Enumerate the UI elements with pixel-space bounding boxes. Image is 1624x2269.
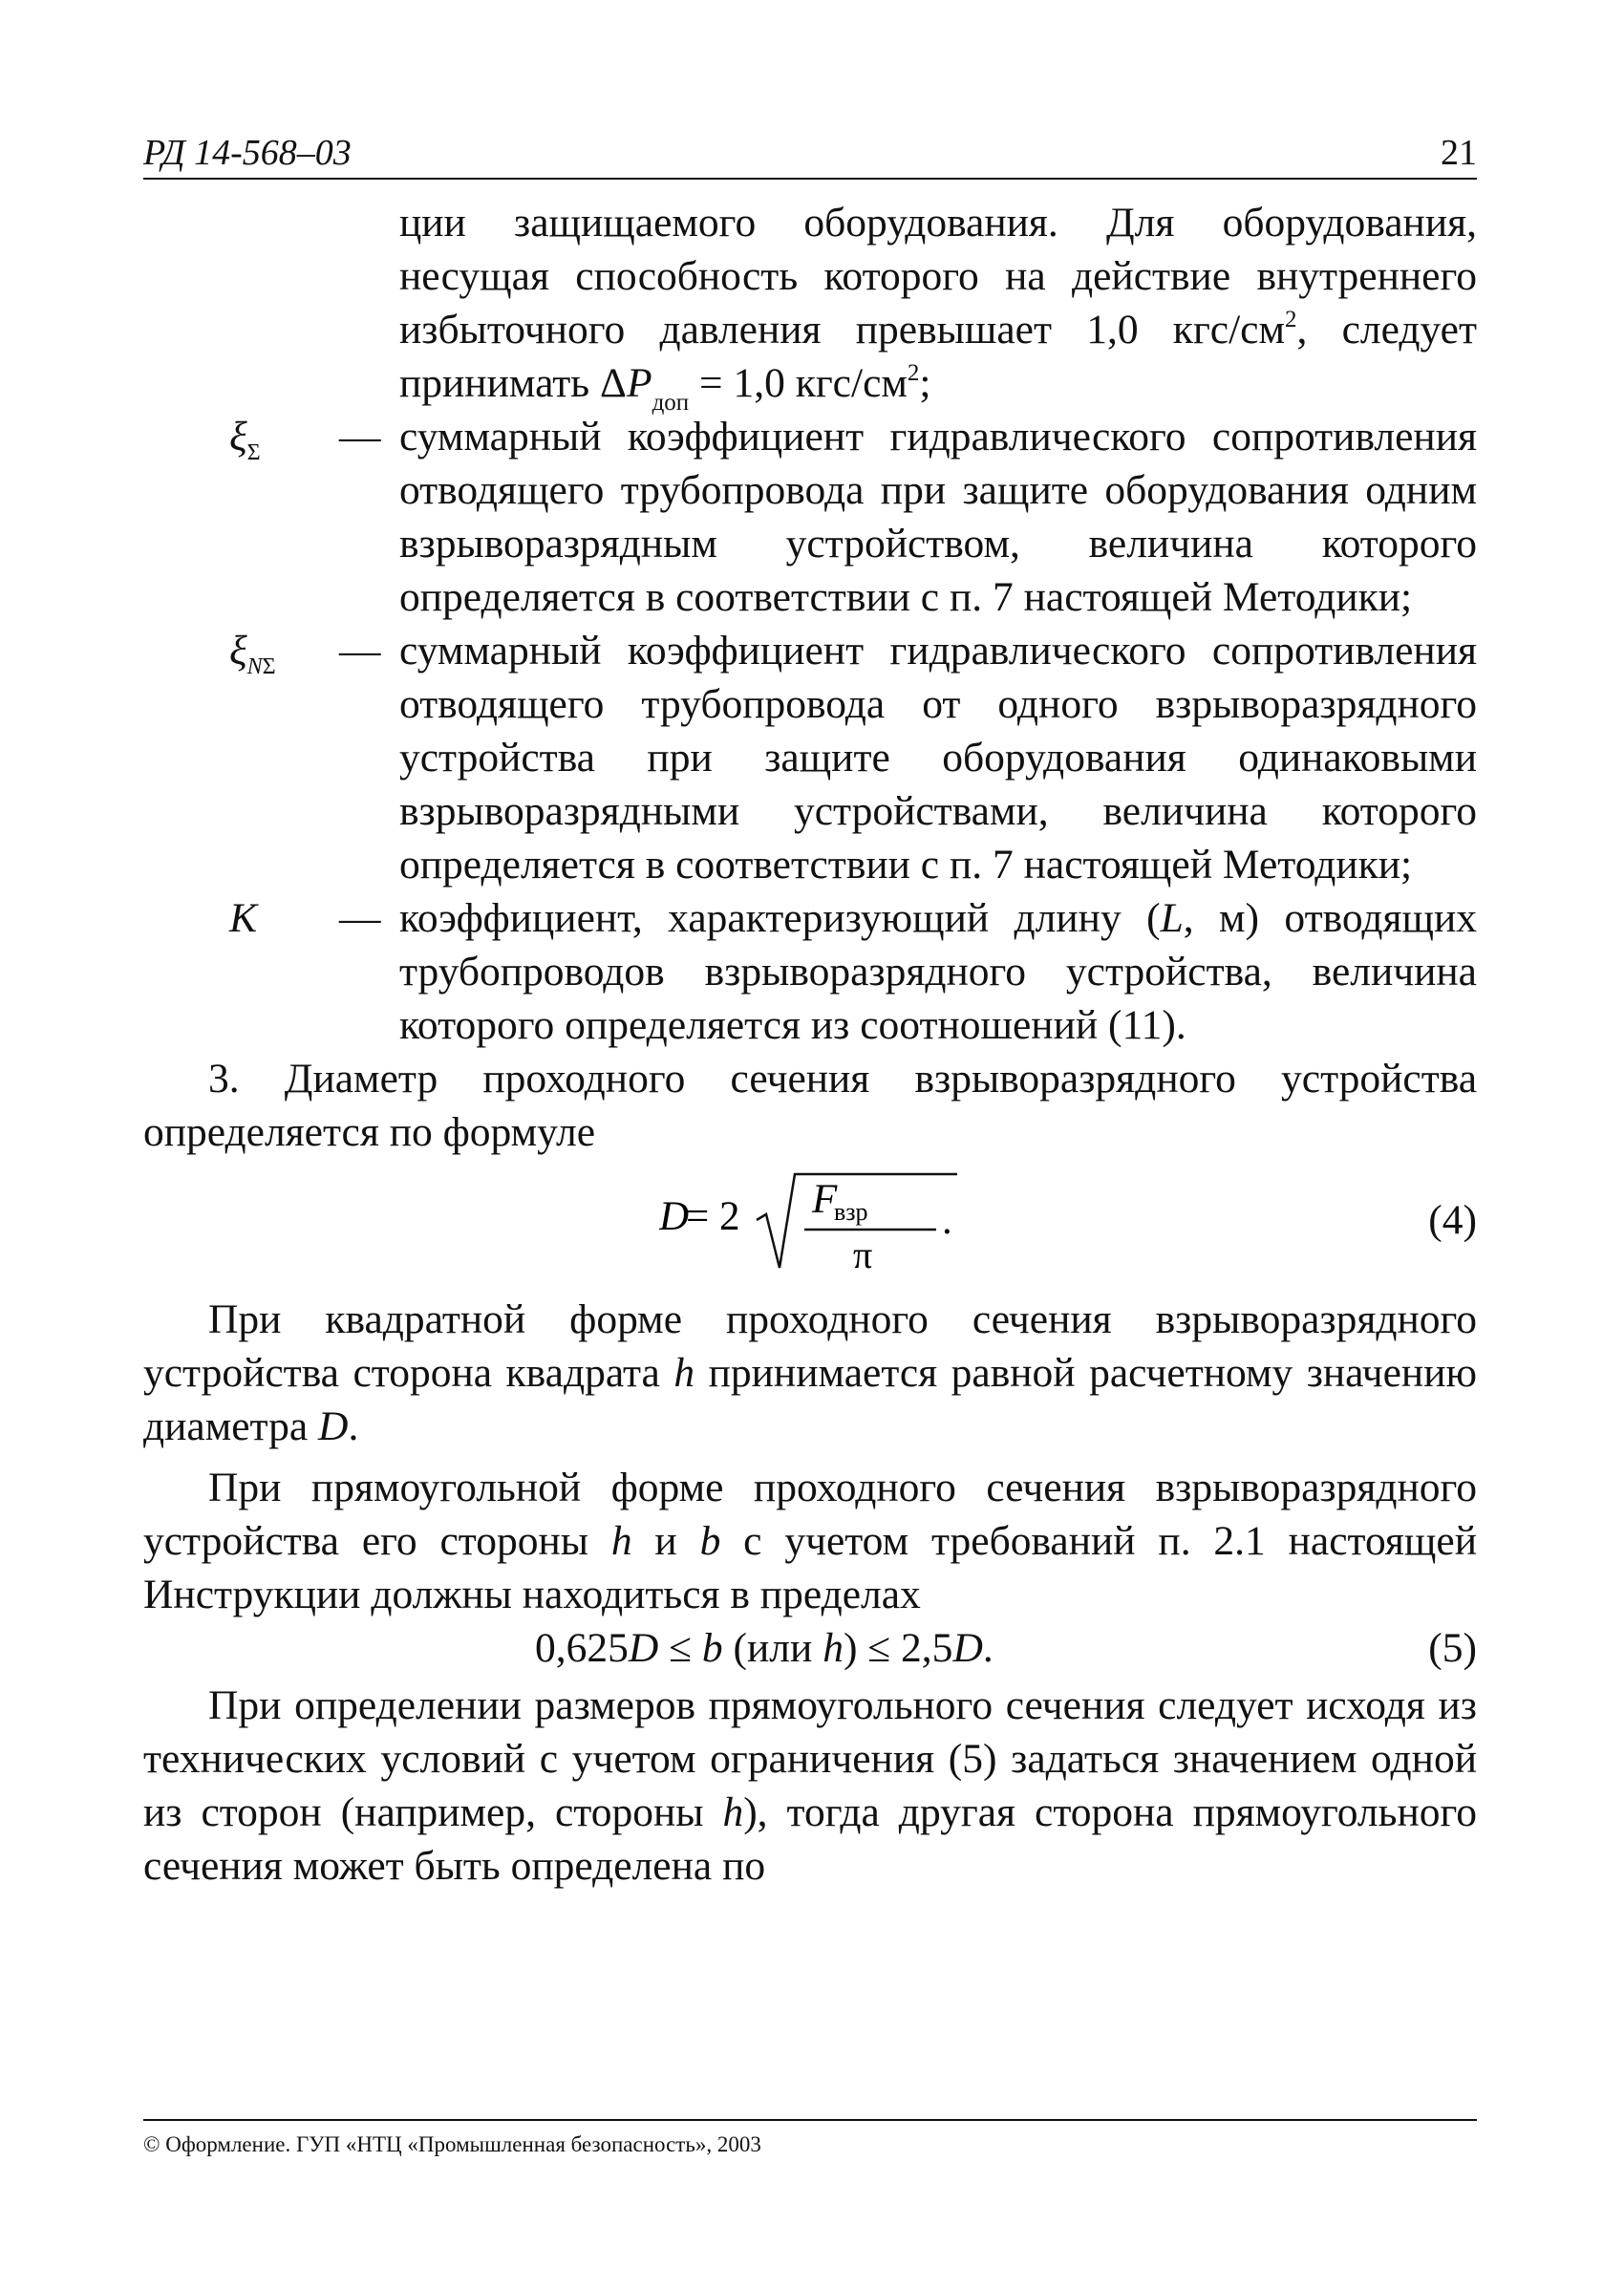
section-3-paragraph: 3. Диаметр проходного сечения взрыворазрядного устройства определяется по формуле — [143, 1056, 1477, 1155]
definition-text: суммарный коэффициент гидравлического сопротивления отводящего трубопровода при защите оборудования одним взрыворазрядным устройством, величина которого определяется в соответствии с п. 7 настоящей Методики; — [399, 414, 1477, 620]
formula-4-numerator: F — [812, 1177, 838, 1222]
definition-xi-n-sigma — [143, 624, 1477, 891]
page-footer — [143, 2119, 1477, 2159]
formula-4-lhs: D — [659, 1194, 690, 1239]
formula-4-number: (4) — [1428, 1197, 1477, 1243]
formula-4-denominator: π — [853, 1233, 873, 1276]
definition-dash: — — [339, 628, 381, 674]
formula-4-tail: . — [942, 1198, 952, 1243]
formula-5-number: (5) — [1428, 1625, 1477, 1671]
definition-symbol: $\xi_\Sigma$ — [229, 414, 261, 465]
formula-4 — [143, 1165, 1477, 1279]
formula-4-expression — [659, 1165, 1079, 1279]
formula-5 — [143, 1621, 1477, 1675]
page-header — [143, 132, 1477, 180]
document-code: РД 14-568–03 — [143, 133, 352, 173]
last-paragraph: При определении размеров прямоугольного сечения следует исходя из технических условий с учетом ограничения (5) задаться значением одной из сторон (например, стороны h), тогда другая сторона прямоугольного сечения может быть определена по — [143, 1682, 1477, 1889]
copyright-text: © Оформление. ГУП «НТЦ «Промышленная безопасность», 2003 — [143, 2132, 761, 2156]
definition-symbol: K — [229, 895, 258, 941]
definition-text: коэффициент, характеризующий длину (L, м) отводящих трубопроводов взрыворазрядного устройства, величина которого определяется из соотношений (11). — [399, 895, 1477, 1048]
definition-xi-sigma — [143, 410, 1477, 624]
rectangular-section-paragraph: При прямоугольной форме проходного сечения взрыворазрядного устройства его стороны h и b с учетом требований п. 2.1 настоящей Инструкции должны находиться в пределах — [143, 1465, 1477, 1617]
definition-symbol: $\xi_{N\Sigma}$ — [229, 628, 276, 679]
page-number: 21 — [1441, 133, 1477, 173]
formula-4-eq: = 2 — [686, 1194, 740, 1239]
definition-dash: — — [339, 895, 381, 941]
formula-5-expression: 0,625D ≤ b (или h) ≤ 2,5D. — [535, 1625, 994, 1671]
definition-text: суммарный коэффициент гидравлического сопротивления отводящего трубопровода от одного взрыворазрядного устройства при защите оборудования одинаковыми взрыворазрядными устройствами, величина которого определяется в соответствии с п. 7 настоящей Методики; — [399, 628, 1477, 888]
definition-dash: — — [339, 414, 381, 460]
formula-4-numerator-sub: взр — [834, 1198, 868, 1226]
page-body — [143, 196, 1477, 1893]
continuation-block — [143, 196, 1477, 416]
definition-k — [143, 891, 1477, 1052]
continuation-text: ции защищаемого оборудования. Для оборудования, несущая способность которого на действие внутреннего избыточного давления превышает 1,0 кгс/$см^2$, следует принимать $\Delta P_{доп} = 1,0$ кгс/$см^2$; — [399, 200, 1477, 416]
square-section-paragraph: При квадратной форме проходного сечения взрыворазрядного устройства сторона квадрата h принимается равной расчетному значению диаметра D. — [143, 1296, 1477, 1449]
